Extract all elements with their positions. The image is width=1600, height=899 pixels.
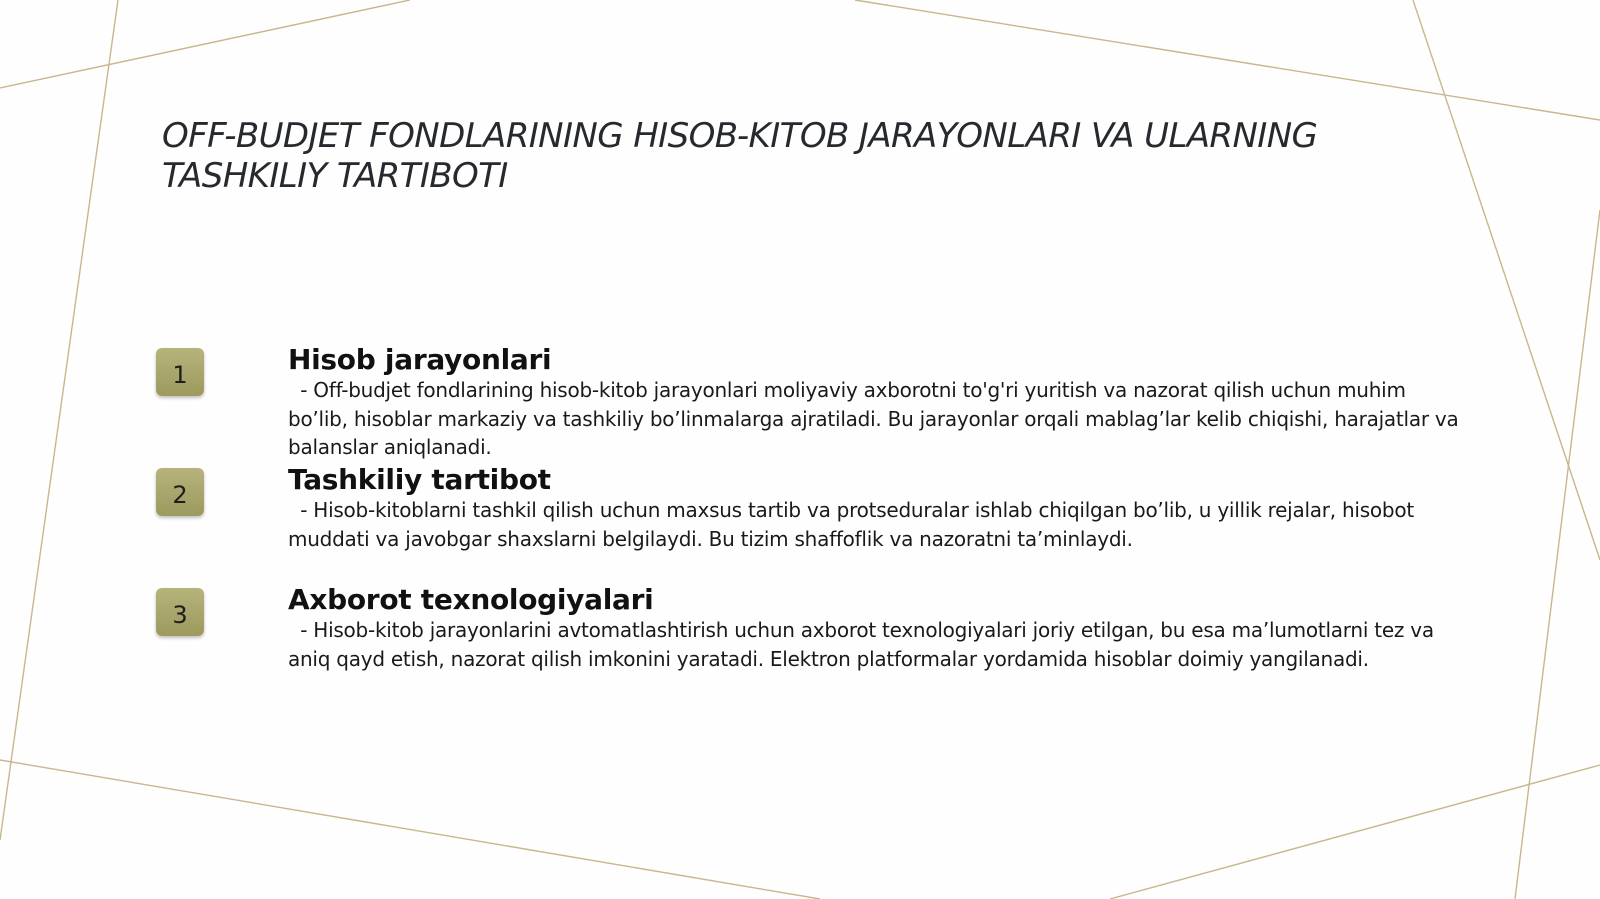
frame-line [0, 0, 118, 840]
item-text: - Hisob-kitoblarni tashkil qilish uchun maxsus tartib va protseduralar ishlab chiqilgan bo’lib, u yillik rejalar, hisobot muddati va javobgar shaxslarni belgilaydi. Bu tizim shaffoflik va nazoratni ta’minlaydi. [288, 498, 1421, 551]
number-badge-label: 3 [172, 601, 188, 629]
item-text: - Hisob-kitob jarayonlarini avtomatlashtirish uchun axborot texnologiyalari joriy etilgan, bu esa ma’lumotlarni tez va aniq qayd etish, nazorat qilish imkonini yaratadi. Elektron platformalar yordamida hisoblar doimiy yangilanadi. [288, 618, 1440, 671]
number-badge-label: 2 [172, 481, 188, 509]
list-item-axborot-texnologiyalari [288, 584, 1468, 673]
item-heading: Tashkiliy tartibot [288, 463, 551, 496]
item-heading: Hisob jarayonlari [288, 343, 552, 376]
list-item-hisob-jarayonlari [288, 344, 1468, 462]
number-badge-1 [156, 348, 204, 396]
list-item-tashkiliy-tartibot [288, 464, 1468, 553]
frame-line [0, 760, 820, 899]
number-badge-3 [156, 588, 204, 636]
slide-title: OFF-BUDJET FONDLARINING HISOB-KITOB JARAYONLARI VA ULARNING TASHKILIY TARTIBOTI [162, 116, 1318, 196]
item-heading: Axborot texnologiyalari [288, 583, 654, 616]
frame-line [1110, 765, 1600, 899]
frame-line [0, 0, 410, 88]
number-badge-label: 1 [172, 361, 188, 389]
number-badge-2 [156, 468, 204, 516]
item-text: - Off-budjet fondlarining hisob-kitob jarayonlari moliyaviy axborotni to'g'ri yuritish va nazorat qilish uchun muhim bo’lib, hisoblar markaziy va tashkiliy bo’linmalarga ajratiladi. Bu jarayonlar orqali mablag’lar kelib chiqishi, harajatlar va balanslar aniqlanadi. [288, 378, 1465, 459]
frame-line [855, 0, 1600, 120]
frame-line [1515, 210, 1600, 899]
